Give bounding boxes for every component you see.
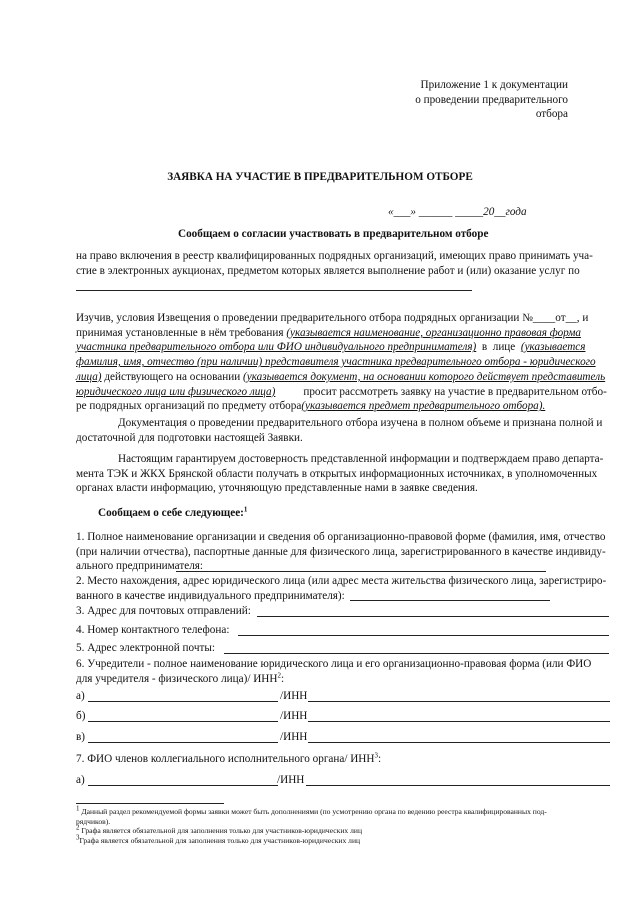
footnote-mark-1: 1 bbox=[243, 505, 248, 514]
item-6 bbox=[76, 657, 621, 686]
item-1 bbox=[76, 530, 621, 574]
paragraph-subject-line-1: на право включения в реестр квалифицированных подрядных организаций, имеющих право принимать уча- bbox=[76, 250, 593, 262]
request-text: в лице bbox=[476, 341, 521, 354]
founder-row-a-inn-blank[interactable] bbox=[308, 701, 610, 702]
request-text: просит рассмотреть заявку на участие в предварительном отбо- bbox=[275, 385, 607, 398]
phone-number-blank[interactable] bbox=[238, 635, 609, 636]
footnote-2-mark: 2 bbox=[76, 823, 80, 832]
board-row-a-inn-label: /ИНН bbox=[277, 774, 305, 786]
paragraph-request-line-4: фамилия, имя, отчество (при наличии) представителя участника предварительного отбора - юридического bbox=[76, 356, 596, 369]
footnote-1-continuation: рядчиков). bbox=[76, 816, 111, 826]
paragraph-request bbox=[76, 311, 618, 414]
founder-row-v-inn-blank[interactable] bbox=[308, 742, 610, 743]
paragraph-subject bbox=[76, 249, 618, 278]
item-7: 7. ФИО членов коллегиального исполнительного органа/ ИНН$^3$: bbox=[76, 751, 382, 765]
paragraph-guarantee-line-1: Настоящим гарантируем достоверность представленной информации и подтверждаем право департа- bbox=[118, 453, 604, 465]
paragraph-request-line-1: Изучив, условия Извещения о проведении предварительного отбора подрядных организации №____от__, и bbox=[76, 312, 589, 324]
item-1-line-3: ального предпринимателя: bbox=[76, 560, 204, 573]
paragraph-request-line-7 bbox=[76, 399, 618, 414]
request-text: принимая установленные в нём требования bbox=[76, 326, 287, 339]
footnote-3 bbox=[76, 833, 616, 846]
item-4-label: 4. Номер контактного телефона: bbox=[76, 624, 230, 636]
postal-address-blank[interactable] bbox=[257, 616, 609, 617]
board-row-a-label: а) bbox=[76, 774, 85, 786]
item-6-line-2: для учредителя - физического лица)/ ИНН$^2$: bbox=[76, 670, 285, 685]
footnote-1-text: Данный раздел рекомендуемой формы заявки может быть дополнениями (по усмотрению органа по ведению реестра квалифицированных под- bbox=[81, 807, 547, 816]
item-7-text: 7. ФИО членов коллегиального исполнительного органа/ ИНН bbox=[76, 753, 375, 765]
appendix-line-2: о проведении предварительного bbox=[415, 93, 568, 106]
footnote-2 bbox=[76, 823, 616, 836]
item-3-label: 3. Адрес для почтовых отправлений: bbox=[76, 605, 251, 617]
paragraph-guarantee-line-2: мента ТЭК и ЖКХ Брянской области получать в открытых информационных источниках, в уполномоченных bbox=[76, 467, 598, 480]
appendix-line-1: Приложение 1 к документации bbox=[420, 79, 568, 91]
founder-row-b-name-blank[interactable] bbox=[88, 721, 278, 722]
item-2-line-1: 2. Место нахождения, адрес юридического лица (или адрес места жительства физического лица, зарегистриро- bbox=[76, 575, 607, 587]
paragraph-documentation-line-1: Документация о проведении предварительного отбора изучена в полном объеме и признана полной и bbox=[118, 417, 603, 429]
founder-row-v-inn-label: /ИНН bbox=[280, 731, 308, 743]
appendix-note bbox=[415, 78, 568, 122]
board-row-a-name-blank[interactable] bbox=[88, 785, 278, 786]
footnote-3-mark: 3 bbox=[76, 833, 80, 842]
request-hint: лица) bbox=[76, 370, 102, 383]
founder-row-b-inn-blank[interactable] bbox=[308, 721, 610, 722]
paragraph-request-line-5 bbox=[76, 370, 618, 385]
paragraph-subject-line-2: стие в электронных аукционах, предметом которых является выполнение работ и (или) оказание услуг по bbox=[76, 264, 580, 277]
request-text: действующего на основании bbox=[101, 370, 243, 383]
appendix-line-3: отбора bbox=[535, 108, 568, 121]
request-hint: юридического лица или физического лица) bbox=[76, 385, 276, 398]
request-hint: (указывается документ, на основании которого действует представитель bbox=[243, 370, 606, 383]
paragraph-documentation bbox=[76, 416, 618, 445]
date-line: «___» ______ _____20__года bbox=[388, 206, 527, 218]
founder-row-b-label: б) bbox=[76, 710, 86, 722]
footnote-mark-2: 2 bbox=[277, 670, 281, 679]
about-heading bbox=[98, 506, 247, 521]
founder-row-v-label: в) bbox=[76, 731, 86, 743]
footnote-1-mark: 1 bbox=[76, 804, 80, 813]
about-heading-text: Сообщаем о себе следующее: bbox=[98, 507, 244, 519]
footnotes bbox=[76, 804, 616, 845]
footnote-mark-3: 3 bbox=[374, 751, 378, 760]
board-row-a-inn-blank[interactable] bbox=[306, 785, 610, 786]
founder-row-a-inn-label: /ИНН bbox=[280, 690, 308, 702]
founder-row-v-name-blank[interactable] bbox=[88, 742, 278, 743]
consent-heading: Сообщаем о согласии участвовать в предварительном отборе bbox=[178, 228, 489, 240]
paragraph-request-line-6 bbox=[76, 385, 618, 400]
request-hint: участника предварительного отбора или ФИО индивидуального предпринимателя) bbox=[76, 341, 477, 354]
item-5-label: 5. Адрес электронной почты: bbox=[76, 642, 215, 654]
footnote-separator bbox=[76, 803, 224, 804]
item-1-blank[interactable] bbox=[176, 571, 546, 572]
founder-row-a-label: а) bbox=[76, 690, 85, 702]
item-1-line-1: 1. Полное наименование организации и сведения об организационно-правовой форме (фамилия, имя, отчество bbox=[76, 531, 606, 543]
request-hint: (указывается предмет предварительного отбора). bbox=[301, 400, 546, 413]
item-2-line-2: ванного в качестве индивидуального предпринимателя): bbox=[76, 589, 345, 602]
footnote-2-text: Графа является обязательной для заполнения только для участников-юридических лиц bbox=[81, 826, 363, 836]
item-2 bbox=[76, 574, 621, 603]
founder-row-b-inn-label: /ИНН bbox=[280, 710, 308, 722]
item-1-line-2: (при наличии отчества), паспортные данные для физического лица, зарегистрированного в качестве индивиду- bbox=[76, 545, 606, 558]
paragraph-request-line-3 bbox=[76, 340, 618, 355]
founder-row-a-name-blank[interactable] bbox=[88, 701, 278, 702]
document-title: ЗАЯВКА НА УЧАСТИЕ В ПРЕДВАРИТЕЛЬНОМ ОТБОРЕ bbox=[167, 171, 473, 183]
item-2-blank[interactable] bbox=[350, 600, 550, 601]
paragraph-guarantee bbox=[76, 452, 618, 496]
paragraph-documentation-line-2: достаточной для подготовки настоящей Заявки. bbox=[76, 431, 303, 444]
request-hint: (указывается bbox=[520, 341, 586, 354]
email-blank[interactable] bbox=[224, 653, 609, 654]
footnote-1 bbox=[76, 804, 616, 817]
paragraph-guarantee-line-3: органах власти информацию, уточняющую представленные нами в заявке сведения. bbox=[76, 482, 478, 495]
item-6-line-1: 6. Учредители - полное наименование юридического лица и его организационно-правовая форма (или ФИО bbox=[76, 658, 592, 670]
paragraph-request-line-2 bbox=[76, 326, 618, 341]
request-hint: (указывается наименование, организационно правовая форма bbox=[286, 326, 581, 339]
subject-blank-line[interactable] bbox=[76, 290, 472, 291]
item-6-line-2-text: для учредителя - физического лица)/ ИНН bbox=[76, 672, 278, 685]
request-text: ре подрядных организаций по предмету отбора bbox=[76, 400, 302, 413]
footnote-3-text: Графа является обязательной для заполнения только для участников-юридических лиц bbox=[79, 835, 361, 845]
